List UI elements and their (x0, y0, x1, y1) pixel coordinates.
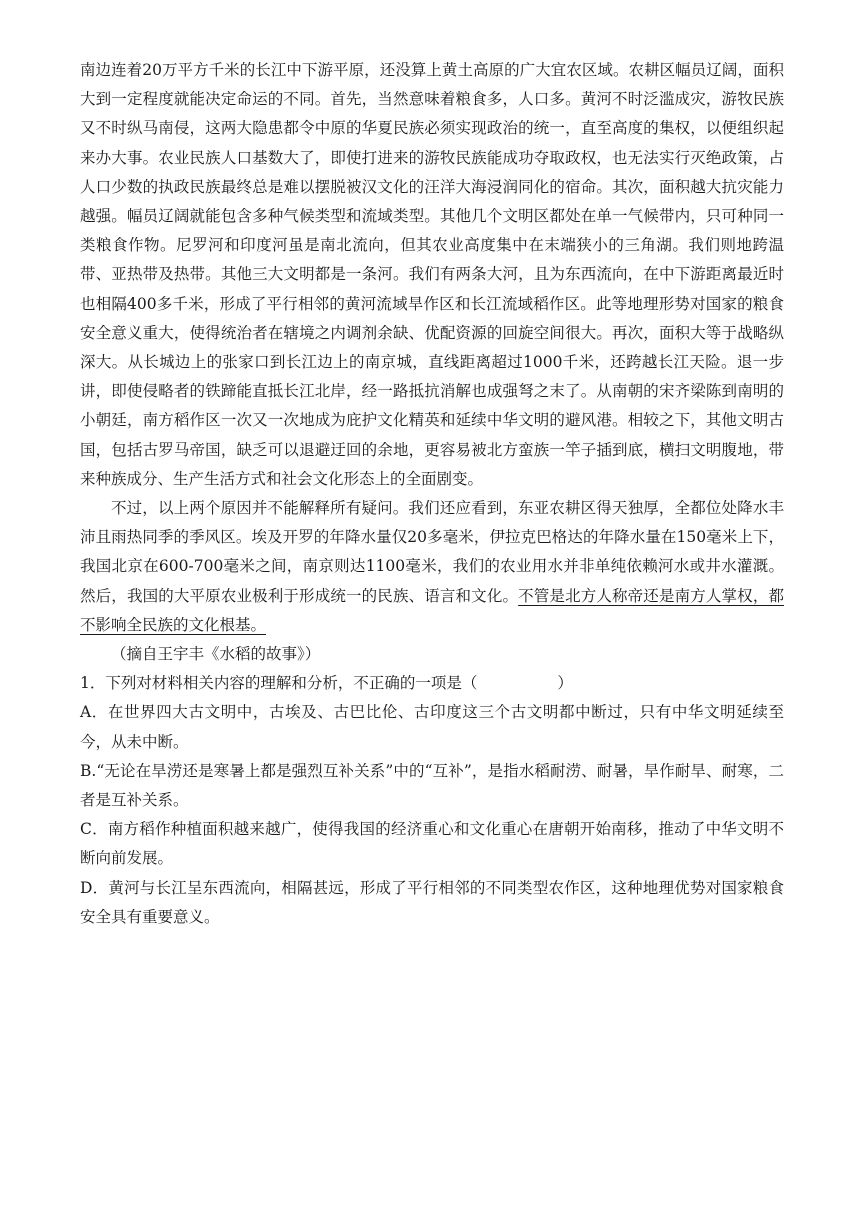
document-page (80, 56, 784, 932)
source-citation: （摘自王宇丰《水稻的故事》） (111, 645, 321, 664)
option-d: D．黄河与长江呈东西流向，相隔甚远，形成了平行相邻的不同类型农作区，这种地理优势对国家粮食安全具有重要意义。 (80, 878, 784, 926)
underlined-sentence: 不管是北方人称帝还是南方人掌权，都不影响全民族的文化根基。 (80, 586, 784, 634)
question-stem (80, 669, 784, 698)
option-a: A．在世界四大古文明中，古埃及、古巴比伦、古印度这三个古文明都中断过，只有中华文明延续至今，从未中断。 (80, 703, 784, 751)
passage-paragraph-1: 南边连着20万平方千米的长江中下游平原，还没算上黄土高原的广大宜农区域。农耕区幅员辽阔，面积大到一定程度就能决定命运的不同。首先，当然意味着粮食多，人口多。黄河不时泛滥成灾，游牧民族又不时纵马南侵，这两大隐患都令中原的华夏民族必须实现政治的统一，直至高度的集权，以便组织起来办大事。农业民族人口基数大了，即使打进来的游牧民族能成功夺取政权，也无法实行灭绝政策，占人口少数的执政民族最终总是难以摆脱被汉文化的汪洋大海浸润同化的宿命。其次，面积越大抗灾能力越强。幅员辽阔就能包含多种气候类型和流域类型。其他几个文明区都处在单一气候带内，只可种同一类粮食作物。尼罗河和印度河虽是南北流向，但其农业高度集中在末端狭小的三角湖。我们则地跨温带、亚热带及热带。其他三大文明都是一条河。我们有两条大河，且为东西流向，在中下游距离最近时也相隔400多千米，形成了平行相邻的黄河流域旱作区和长江流域稻作区。此等地理形势对国家的粮食安全意义重大，使得统治者在辖境之内调剂余缺、优配资源的回旋空间很大。再次，面积大等于战略纵深大。从长城边上的张家口到长江边上的南京城，直线距离超过1000千米，还跨越长江天险。退一步讲，即使侵略者的铁蹄能直抵长江北岸，经一路抵抗消解也成强弩之末了。从南朝的宋齐梁陈到南明的小朝廷，南方稻作区一次又一次地成为庇护文化精英和延续中华文明的避风港。相较之下，其他文明古国，包括古罗马帝国，缺乏可以退避迂回的余地，更容易被北方蛮族一竿子插到底，横扫文明腹地，带来种族成分、生产生活方式和社会文化形态上的全面剧变。 (80, 61, 784, 488)
option-c: C．南方稻作种植面积越来越广，使得我国的经济重心和文化重心在唐朝开始南移，推动了中华文明不断向前发展。 (80, 820, 784, 868)
passage-paragraph-2-text: 不过，以上两个原因并不能解释所有疑问。我们还应看到，东亚农耕区得天独厚，全都位处降水丰沛且雨热同季的季风区。埃及开罗的年降水量仅20多毫米，伊拉克巴格达的年降水量在150毫米上下，我国北京在600-700毫米之间，南京则达1100毫米，我们的农业用水并非单纯依赖河水或井水灌溉。然后，我国的大平原农业极利于形成统一的民族、语言和文化。 (80, 499, 784, 605)
question-stem-text: 1．下列对材料相关内容的理解和分析，不正确的一项是（ (80, 674, 478, 693)
option-b: B.“无论在旱涝还是寒暑上都是强烈互补关系”中的“互补”，是指水稻耐涝、耐暑，旱作耐旱、耐寒，二者是互补关系。 (80, 761, 784, 810)
passage-paragraph-2 (80, 494, 784, 640)
question-stem-close: ） (557, 674, 573, 693)
